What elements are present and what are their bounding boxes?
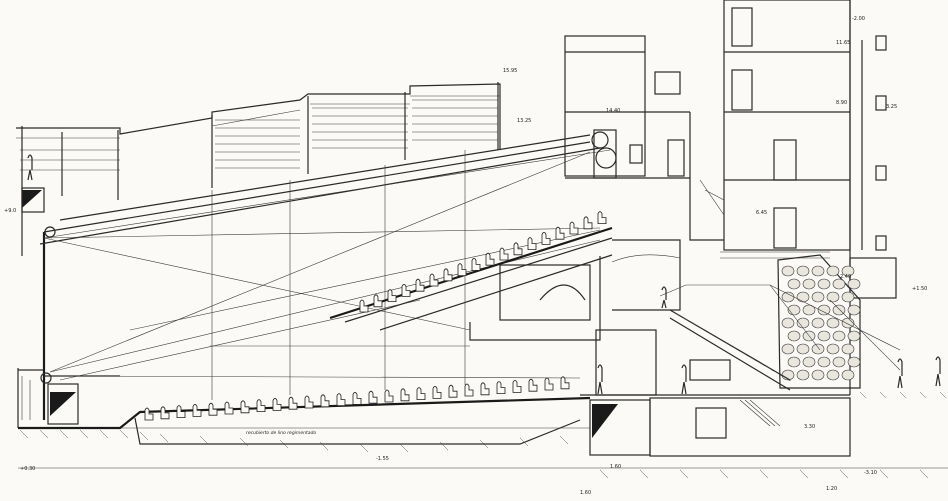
stage-left xyxy=(22,188,78,424)
seat-figure xyxy=(388,290,396,302)
level-mark: 3.25 xyxy=(886,104,898,110)
stone-block xyxy=(812,318,824,328)
level-mark: 1.60 xyxy=(610,464,622,470)
stone-block xyxy=(782,266,794,276)
stone-block xyxy=(827,370,839,380)
seat-figure xyxy=(529,379,537,391)
stair-step xyxy=(683,317,689,321)
balcony-structure xyxy=(330,228,612,340)
seat-figure xyxy=(337,394,345,406)
seat-figure xyxy=(444,269,452,281)
stone-block xyxy=(797,370,809,380)
seat-figure xyxy=(305,396,313,408)
seat-figure xyxy=(193,404,201,416)
stone-block xyxy=(797,266,809,276)
seat-figure xyxy=(472,258,480,270)
stair-step xyxy=(759,362,765,366)
floor-label: recubierto de lino regimentado xyxy=(246,431,317,436)
seat-figure xyxy=(514,243,522,255)
seat-figure xyxy=(542,232,550,244)
stone-block xyxy=(788,305,800,315)
seat-figure xyxy=(561,377,569,389)
seat-figure xyxy=(177,406,185,418)
seat-figure xyxy=(353,392,361,404)
level-mark: -3.10 xyxy=(864,470,877,476)
seat-figure xyxy=(545,378,553,390)
seat-figure xyxy=(385,390,393,402)
stone-block xyxy=(827,266,839,276)
stone-block xyxy=(842,370,854,380)
stone-block xyxy=(797,344,809,354)
seat-figure xyxy=(433,386,441,398)
stone-block xyxy=(788,279,800,289)
seat-figure xyxy=(241,401,249,413)
level-mark: +0.30 xyxy=(20,466,36,472)
seat-figure xyxy=(401,389,409,401)
stair-step xyxy=(674,312,680,316)
stone-block xyxy=(818,279,830,289)
level-mark: 6.45 xyxy=(756,210,768,216)
projector-equipment xyxy=(592,130,616,178)
seat-figure xyxy=(360,300,368,312)
stone-block xyxy=(803,279,815,289)
stone-block xyxy=(833,357,845,367)
stone-block xyxy=(797,292,809,302)
level-mark: 2.40 xyxy=(840,274,852,280)
stair-step xyxy=(751,357,757,361)
level-mark: 1.20 xyxy=(826,486,838,492)
seat-figure xyxy=(497,382,505,394)
stone-block xyxy=(848,331,860,341)
seat-figure xyxy=(570,222,578,234)
level-mark: 15.95 xyxy=(503,68,518,74)
stair-step xyxy=(708,332,714,336)
stair-step xyxy=(742,352,748,356)
stair-step xyxy=(776,372,782,376)
seat-figure xyxy=(584,217,592,229)
stone-block xyxy=(782,318,794,328)
stone-block xyxy=(842,344,854,354)
stalls-seats xyxy=(145,377,569,420)
level-mark: -1.55 xyxy=(376,456,389,462)
stone-block xyxy=(812,370,824,380)
seat-figure xyxy=(481,383,489,395)
stone-block xyxy=(803,357,815,367)
stone-block xyxy=(797,318,809,328)
seat-figure xyxy=(369,391,377,403)
stone-block xyxy=(827,292,839,302)
seat-figure xyxy=(598,212,606,224)
seat-figure xyxy=(374,295,382,307)
seat-figure xyxy=(528,238,536,250)
stair-step xyxy=(734,347,740,351)
seat-figure xyxy=(273,398,281,410)
seat-figure xyxy=(257,400,265,412)
seat-figure xyxy=(161,407,169,419)
stair-step xyxy=(725,342,731,346)
stone-block xyxy=(818,357,830,367)
stair-step xyxy=(700,327,706,331)
rear-building xyxy=(565,0,896,395)
stone-block xyxy=(833,279,845,289)
seat-figure xyxy=(449,385,457,397)
stone-block xyxy=(848,305,860,315)
level-mark: -2.00 xyxy=(852,16,865,22)
seat-figure xyxy=(465,384,473,396)
stone-block xyxy=(827,344,839,354)
stone-block xyxy=(812,266,824,276)
sight-lines xyxy=(212,150,465,400)
stone-block xyxy=(848,279,860,289)
stone-block xyxy=(818,331,830,341)
stair-step xyxy=(691,322,697,326)
level-mark: 1.60 xyxy=(580,490,592,496)
level-mark: 8.90 xyxy=(836,100,848,106)
seat-figure xyxy=(209,403,217,415)
stone-block xyxy=(788,357,800,367)
stone-block xyxy=(812,292,824,302)
stone-block xyxy=(812,344,824,354)
seat-figure xyxy=(417,388,425,400)
level-mark: +1.50 xyxy=(912,286,928,292)
stone-block xyxy=(833,331,845,341)
stone-block xyxy=(782,292,794,302)
stone-block xyxy=(788,331,800,341)
seat-figure xyxy=(430,274,438,286)
level-mark: 14.40 xyxy=(606,108,621,114)
seat-figure xyxy=(402,284,410,296)
seat-figure xyxy=(513,380,521,392)
seat-figure xyxy=(416,279,424,291)
stone-block xyxy=(842,318,854,328)
stair-step xyxy=(768,367,774,371)
seat-figure xyxy=(225,402,233,414)
seat-figure xyxy=(486,253,494,265)
stone-block xyxy=(848,357,860,367)
level-mark: 13.25 xyxy=(517,118,532,124)
level-mark: +9.0 xyxy=(4,208,17,214)
ground-hatching xyxy=(18,392,948,478)
level-mark: 11.65 xyxy=(836,40,851,46)
stone-block xyxy=(827,318,839,328)
seat-figure xyxy=(145,408,153,420)
seat-figure xyxy=(556,227,564,239)
stair-step xyxy=(717,337,723,341)
seat-figure xyxy=(321,395,329,407)
seat-figure xyxy=(289,397,297,409)
level-mark: 3.30 xyxy=(804,424,816,430)
stone-block xyxy=(782,344,794,354)
level-labels xyxy=(4,16,927,496)
stone-block xyxy=(842,292,854,302)
